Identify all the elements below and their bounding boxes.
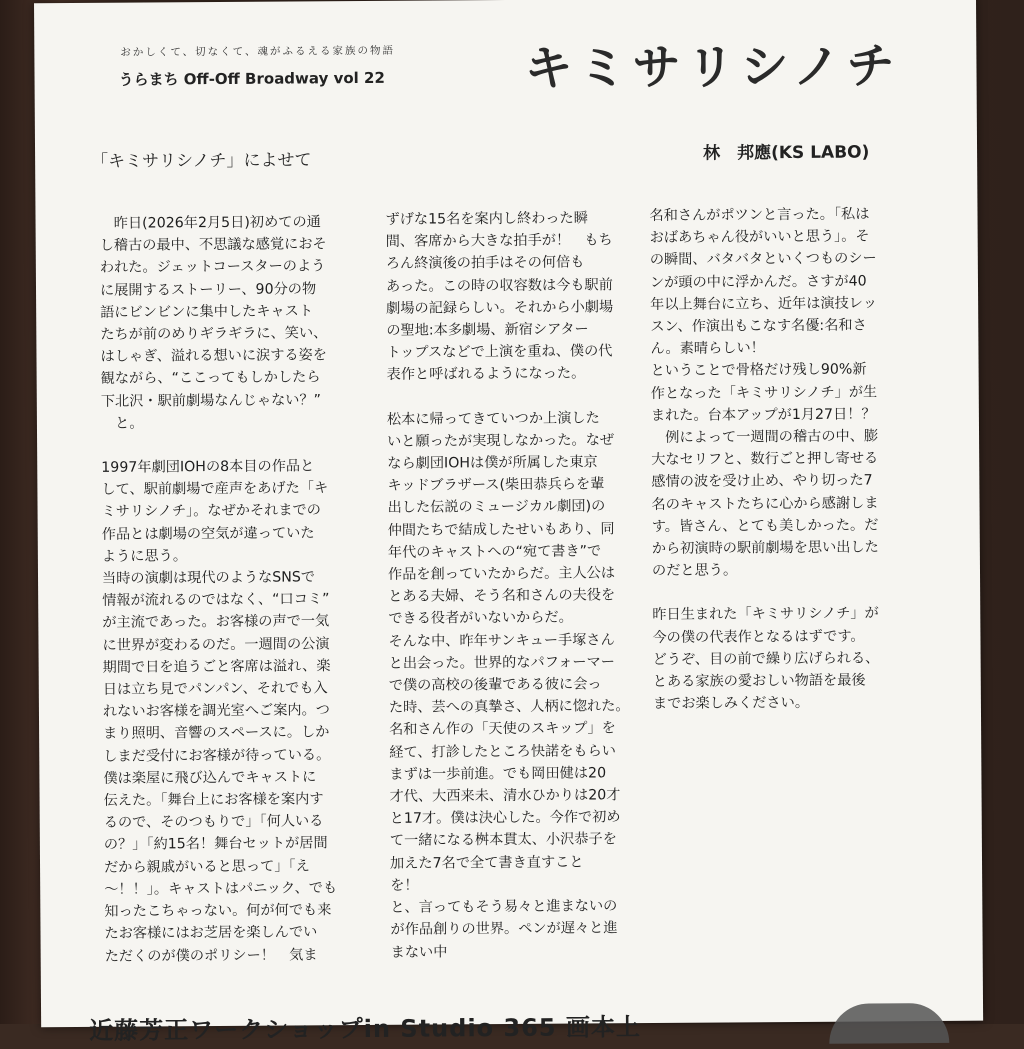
text-line: 昨日生まれた「キミサリシノチ」が bbox=[652, 605, 879, 624]
text-line bbox=[652, 580, 932, 604]
text-line: 僕は楽屋に飛び込んでキャストに bbox=[103, 769, 317, 787]
text-line: 松本に帰ってきていつか上演した bbox=[386, 409, 600, 428]
text-line: を！ bbox=[390, 877, 419, 894]
tagline: おかしくて、切なくて、魂がふるえる家族の物語 bbox=[120, 44, 395, 59]
text-line: れないお客様を調光室へご案内。つ bbox=[102, 702, 331, 721]
text-line: 下北沢・駅前劇場なんじゃない？” bbox=[100, 391, 322, 410]
text-line: て一緒になる桝本貫太、小沢恭子を bbox=[389, 831, 617, 850]
text-line: まり照明、音響のスペースに。しか bbox=[103, 724, 330, 743]
text-line: 作となった「キミサリシノチ」が生 bbox=[650, 384, 878, 402]
text-line: 感情の波を受け止め、やり切った7 bbox=[651, 472, 873, 491]
text-line: の？」「約15名！舞台セットが居間 bbox=[103, 835, 328, 854]
author-name: 林 邦應(KS LABO) bbox=[703, 142, 870, 164]
text-line: 才代、大西来未、清水ひかりは20才 bbox=[389, 787, 621, 805]
text-line: まれた。台本アップが1月27日！？ bbox=[650, 406, 876, 424]
text-line: の聖地:本多劇場、新宿シアター bbox=[386, 321, 589, 339]
section-heading: 「キミサリシノチ」によせて bbox=[91, 150, 312, 172]
text-line: おばあちゃん役がいいと思う」。そ bbox=[649, 228, 870, 247]
text-line: に世界が変わるのだ。一週間の公演 bbox=[102, 635, 330, 654]
text-line: できる役者がいないからだ。 bbox=[388, 609, 573, 628]
text-line bbox=[387, 385, 663, 409]
text-line: いと願ったが実現しなかった。なぜ bbox=[387, 432, 615, 450]
text-line: 大なセリフと、数行ごと押し寄せる bbox=[651, 450, 879, 469]
text-line: ん。素晴らしい！ bbox=[650, 340, 765, 358]
footer-decoration bbox=[829, 1003, 949, 1044]
text-line: スン、作演出もこなす名優:名和さ bbox=[650, 317, 867, 336]
text-line: と。 bbox=[100, 415, 144, 432]
series-label: うらまち Off-Off Broadway vol 22 bbox=[118, 68, 385, 89]
text-line: われた。ジェットコースターのよう bbox=[99, 258, 326, 277]
text-line: まない中 bbox=[390, 943, 448, 961]
text-line: 今の僕の代表作となるはずです。 bbox=[652, 628, 865, 646]
text-line: と17才。僕は決心した。今作で初め bbox=[389, 809, 621, 828]
text-line: たお客様にはお芝居を楽しんでい bbox=[104, 924, 318, 943]
text-line: 経て、打診したところ快諾をもらい bbox=[389, 742, 617, 761]
text-line: し稽古の最中、不思議な感覚におそ bbox=[99, 236, 327, 255]
text-line: とある家族の愛おしい物語を最後 bbox=[652, 672, 866, 691]
text-line: のだと思う。 bbox=[651, 562, 738, 580]
text-line: 仲間たちで結成したせいもあり、同 bbox=[387, 520, 615, 539]
text-line: 伝えた。「舞台上にお客様を案内す bbox=[103, 791, 324, 809]
text-line: 作品とは劇場の空気が違っていた bbox=[101, 524, 315, 543]
text-line: 1997年劇団IOHの8本目の作品と bbox=[101, 458, 315, 476]
text-line: 名和さんがポツンと言った。「私は bbox=[649, 206, 870, 224]
text-line: ということで骨格だけ残し90%新 bbox=[650, 361, 867, 380]
text-line: 名のキャストたちに心から感謝しま bbox=[651, 495, 879, 513]
footer-text: 近藤芳正ワークショップin Studio 365 画本上 bbox=[89, 1013, 642, 1045]
text-line: 出した伝説のミュージカル劇団)の bbox=[387, 498, 606, 517]
text-line: るので、そのつもりで」「何人いる bbox=[103, 813, 324, 832]
text-line: と出会った。世界的なパフォーマー bbox=[388, 654, 615, 672]
text-line: はしゃぎ、溢れる想いに涙する姿を bbox=[100, 347, 327, 366]
text-line: 間、客席から大きな拍手が！ もち bbox=[385, 232, 613, 251]
text-line: 日は立ち見でパンパン、それでも入 bbox=[102, 680, 328, 698]
text-line: 加えた7名で全て書き直すこと bbox=[389, 854, 584, 872]
text-line: 語にビンビンに集中したキャスト bbox=[100, 303, 314, 321]
text-line: して、駅前劇場で産声をあげた「キ bbox=[101, 480, 329, 499]
text-line: 劇場の記録らしい。それから小劇場 bbox=[386, 299, 614, 317]
text-line: と、言ってもそう易々と進まないの bbox=[390, 898, 618, 916]
text-line: 表作と呼ばれるようになった。 bbox=[386, 365, 586, 384]
text-line: が主流であった。お客様の声で一気 bbox=[102, 613, 330, 632]
text-line: 期間で日を追うごと客席は溢れ、楽 bbox=[102, 658, 331, 676]
text-column-3 bbox=[649, 203, 933, 715]
text-line: あった。この時の収容数は今も駅前 bbox=[385, 276, 613, 295]
text-line: とある夫婦、そう名和さんの夫役を bbox=[388, 587, 616, 606]
text-line: ただくのが僕のポリシー！ 気ま bbox=[104, 946, 318, 965]
text-line: 観ながら、“ここってもしかしたら bbox=[100, 369, 321, 388]
text-line: なら劇団IOHは僕が所属した東京 bbox=[387, 454, 598, 472]
text-line: ように思う。 bbox=[101, 548, 188, 565]
text-line: から初演時の駅前劇場を思い出した bbox=[651, 539, 879, 558]
flyer-paper bbox=[34, 0, 983, 1045]
text-column-1 bbox=[99, 211, 380, 968]
text-line: 〜！！」。キャストはパニック、でも bbox=[104, 880, 338, 898]
text-line: しまだ受付にお客様が待っている。 bbox=[103, 746, 331, 765]
text-line: に展開するストーリー、90分の物 bbox=[99, 280, 317, 299]
text-line: 昨日(2026年2月5日)初めての通 bbox=[99, 214, 321, 232]
text-line: だから親戚がいると思って」「え bbox=[103, 858, 310, 876]
text-line: 当時の演劇は現代のようなSNSで bbox=[101, 569, 316, 587]
text-line: 名和さん作の「天使のスキップ」を bbox=[389, 720, 616, 739]
text-line: までお楽しみください。 bbox=[652, 695, 810, 713]
text-line: たちが前のめりギラギラに、笑い、 bbox=[100, 325, 328, 343]
text-line: た時、芸への真摯さ、人柄に惚れた。 bbox=[388, 698, 630, 717]
text-line: まずは一歩前進。でも岡田健は20 bbox=[389, 765, 607, 783]
text-column-2 bbox=[385, 207, 666, 964]
text-line: ろん終演後の拍手はその何倍も bbox=[385, 254, 585, 273]
text-line: が作品創りの世界。ペンが遅々と進 bbox=[390, 920, 618, 939]
text-line: 情報が流れるのではなく、“口コミ” bbox=[102, 591, 330, 610]
text-line: ンが頭の中に浮かんだ。さすが40 bbox=[649, 273, 867, 291]
text-line: そんな中、昨年サンキュー手塚さん bbox=[388, 631, 615, 650]
text-line: 例によって一週間の稽古の中、膨 bbox=[651, 428, 879, 447]
text-line: 知ったこちゃっない。何が何でも来 bbox=[104, 902, 332, 920]
text-line: どうぞ、目の前で繰り広げられる、 bbox=[652, 650, 880, 668]
text-line: 年以上舞台に立ち、近年は演技レッ bbox=[650, 295, 878, 313]
text-line: ミサリシノチ」。なぜかそれまでの bbox=[101, 502, 321, 521]
text-line: す。皆さん、とても美しかった。だ bbox=[651, 517, 879, 535]
play-title: キミサリシノチ bbox=[524, 38, 901, 97]
text-line: で僕の高校の後輩である彼に会っ bbox=[388, 676, 602, 694]
text-line: ずげな15名を案内し終わった瞬 bbox=[385, 210, 588, 228]
text-line: トップスなどで上演を重ね、僕の代 bbox=[386, 343, 613, 362]
text-line bbox=[101, 433, 377, 457]
text-line: 年代のキャストへの“宛て書き”で bbox=[387, 543, 602, 561]
text-line: キッドブラザース(柴田恭兵らを輩 bbox=[387, 476, 605, 495]
text-line: の瞬間、バタバタといくつものシー bbox=[649, 250, 877, 269]
text-line: 作品を創っていたからだ。主人公は bbox=[387, 565, 616, 583]
